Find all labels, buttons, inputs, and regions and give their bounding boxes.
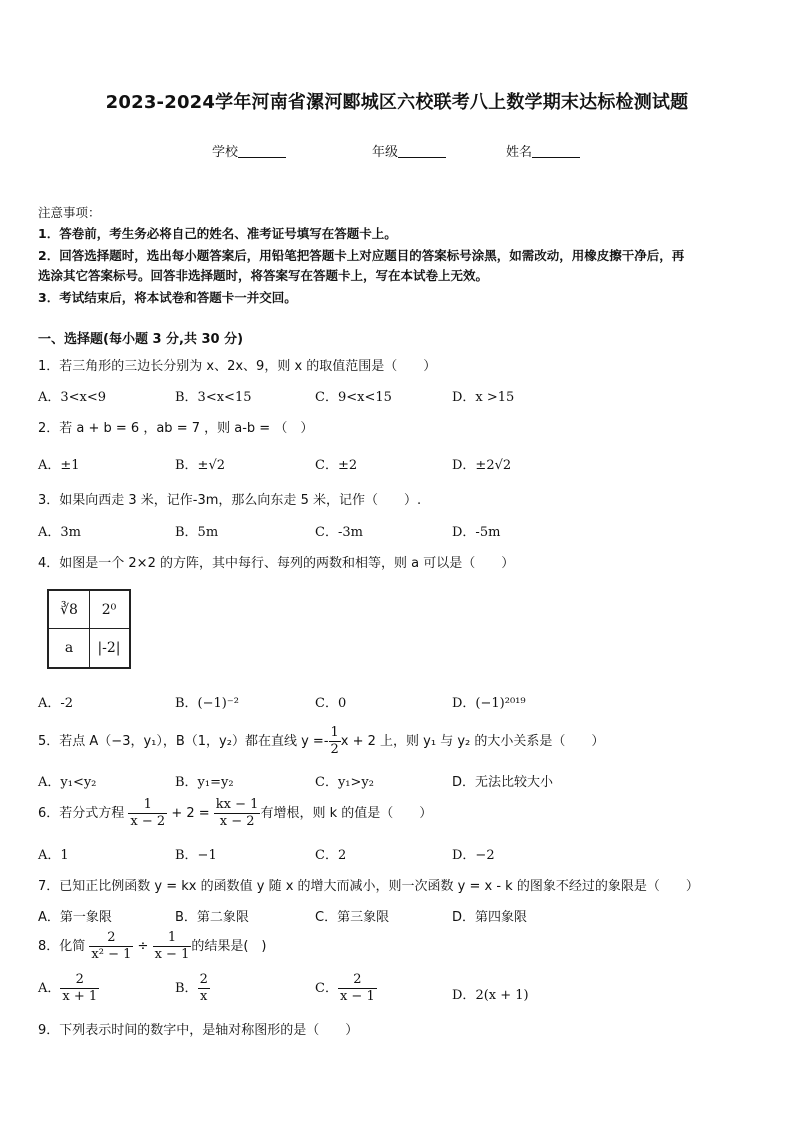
q6-text-b: 有增根，则 k 的值是（ ） [260,806,433,821]
q3-option-d[interactable]: D．-5m [452,525,501,540]
grade-label: 年级 [372,145,399,160]
q8-option-a-fraction [60,972,99,1005]
grade-blank[interactable] [398,144,446,158]
q6-mid: + 2 = [171,806,210,821]
q8-option-c[interactable] [315,972,377,1005]
q8-frac1-den: x² − 1 [91,947,132,962]
q1-option-b[interactable]: B．3<x<15 [175,390,252,405]
note-item: 选涂其它答案标号。回答非选择题时，将答案写在答题卡上，写在本试卷上无效。 [38,268,489,283]
q7-option-a[interactable]: A．第一象限 [38,910,112,925]
page-title: 2023-2024学年河南省漯河郾城区六校联考八上数学期末达标检测试题 [105,92,689,113]
q8-option-d-text: 2(x + 1) [475,988,529,1003]
q3-option-b[interactable]: B．5m [175,525,219,540]
q8-option-c-den: x − 1 [339,989,375,1004]
note-item: 3．考试结束后，将本试卷和答题卡一并交回。 [38,290,297,305]
q8-option-d[interactable] [452,984,529,1003]
q5-minus-sign: - [323,734,329,749]
q6-option-d[interactable]: D．−2 [452,848,495,863]
q8-option-b-num: 2 [199,972,208,987]
q7-option-b[interactable]: B．第二象限 [175,910,249,925]
q2-option-c[interactable]: C．±2 [315,458,358,473]
q8-frac2-num: 1 [153,930,192,947]
q8-text-a: 8．化简 [38,939,86,954]
q8-option-c-num: 2 [338,972,377,989]
q8-frac2-den: x − 1 [154,947,190,962]
school-blank[interactable] [238,144,286,158]
name-field[interactable] [506,141,580,160]
question-3-text: 3．如果向西走 3 米，记作-3m，那么向东走 5 米，记作（ ）. [38,493,422,508]
q6-fraction-2 [214,797,261,830]
q5-text-a: 5．若点 A（−3，y₁），B（1，y₂）都在直线 y = [38,734,324,749]
grid-cell-bottom-right: |-2| [97,640,121,656]
question-5-text [38,725,604,758]
grade-field[interactable] [372,141,446,160]
q2-option-d[interactable]: D．±2√2 [452,458,512,473]
q2-option-b[interactable]: B．±√2 [175,458,226,473]
question-1-text: 1．若三角形的三边长分别为 x、2x、9，则 x 的取值范围是（ ） [38,359,437,374]
q8-option-a-prefix: A． [38,981,61,996]
question-6-text [38,797,432,830]
q5-frac-den: 2 [330,742,339,757]
note-item: 2．回答选择题时，选出每小题答案后，用铅笔把答题卡上对应题目的答案标号涂黑，如需改动，用橡皮擦干净后，再 [38,248,685,263]
q8-option-c-fraction [338,972,377,1005]
square-grid-figure [47,589,131,669]
q6-frac1-num: 1 [128,797,167,814]
q5-text-b: x + 2 上，则 y₁ 与 y₂ 的大小关系是（ ） [340,734,605,749]
q8-option-a[interactable] [38,972,99,1005]
q1-option-d[interactable]: D．x >15 [452,390,515,405]
q5-option-a[interactable]: A．y₁<y₂ [38,775,97,790]
q6-option-a[interactable]: A．1 [38,848,69,863]
question-7-text: 7．已知正比例函数 y = kx 的函数值 y 随 x 的增大而减小，则一次函数 y = x - k 的图象不经过的象限是（ ） [38,879,699,894]
q8-option-a-num: 2 [60,972,99,989]
name-blank[interactable] [532,144,580,158]
notes-heading: 注意事项： [38,205,101,220]
q8-option-b-fraction [198,972,210,1005]
q8-option-b[interactable] [175,972,210,1005]
q3-option-a[interactable]: A．3m [38,525,81,540]
q8-option-a-den: x + 1 [62,989,98,1004]
school-field[interactable] [212,141,286,160]
q7-option-c[interactable]: C．第三象限 [315,910,390,925]
q8-frac1-num: 2 [89,930,133,947]
q6-text-a: 6．若分式方程 [38,806,125,821]
q6-frac1-den: x − 2 [130,814,166,829]
q8-option-c-prefix: C． [315,981,338,996]
q4-option-c[interactable]: C．0 [315,696,347,711]
q8-fraction-1 [89,930,133,963]
q2-option-a[interactable]: A．±1 [38,458,80,473]
q8-mid: ÷ [137,939,149,954]
question-8-text [38,930,267,963]
q1-option-c[interactable]: C．9<x<15 [315,390,392,405]
q5-option-b[interactable]: B．y₁=y₂ [175,775,234,790]
q5-option-d[interactable]: D．无法比较大小 [452,775,554,790]
note-item: 1．答卷前，考生务必将自己的姓名、准考证号填写在答题卡上。 [38,226,397,241]
q5-option-c[interactable]: C．y₁>y₂ [315,775,374,790]
q7-option-d[interactable]: D．第四象限 [452,910,528,925]
question-4-text: 4．如图是一个 2×2 的方阵，其中每行、每列的两数和相等，则 a 可以是（ ） [38,556,515,571]
q5-frac-num: 1 [330,725,339,740]
grid-cell-top-right: 2⁰ [101,602,117,618]
q1-option-a[interactable]: A．3<x<9 [38,390,107,405]
school-label: 学校 [212,145,239,160]
question-2-text: 2．若 a + b = 6 ，ab = 7 ，则 a-b = （ ） [38,421,314,436]
q8-option-d-prefix: D． [452,988,476,1003]
grid-cell-bottom-left: a [64,640,74,656]
name-label: 姓名 [506,145,533,160]
grid-cell-top-left: ∛8 [60,602,78,618]
q5-fraction [329,725,341,758]
q6-frac2-num: kx − 1 [215,797,259,812]
q6-fraction-1 [128,797,167,830]
q4-option-d[interactable]: D．(−1)²⁰¹⁹ [452,696,526,711]
q4-option-b[interactable]: B．(−1)⁻² [175,696,239,711]
q8-option-b-den: x [200,989,208,1004]
q6-option-b[interactable]: B．−1 [175,848,217,863]
q3-option-c[interactable]: C．-3m [315,525,363,540]
section-heading: 一、选择题(每小题 3 分,共 30 分) [38,332,244,347]
q4-option-a[interactable]: A．-2 [38,696,74,711]
question-9-text: 9．下列表示时间的数字中，是轴对称图形的是（ ） [38,1023,359,1038]
q8-fraction-2 [153,930,192,963]
q8-text-b: 的结果是( ) [191,939,267,954]
q6-option-c[interactable]: C．2 [315,848,347,863]
q8-option-b-prefix: B． [175,981,198,996]
q6-frac2-den: x − 2 [219,814,255,829]
